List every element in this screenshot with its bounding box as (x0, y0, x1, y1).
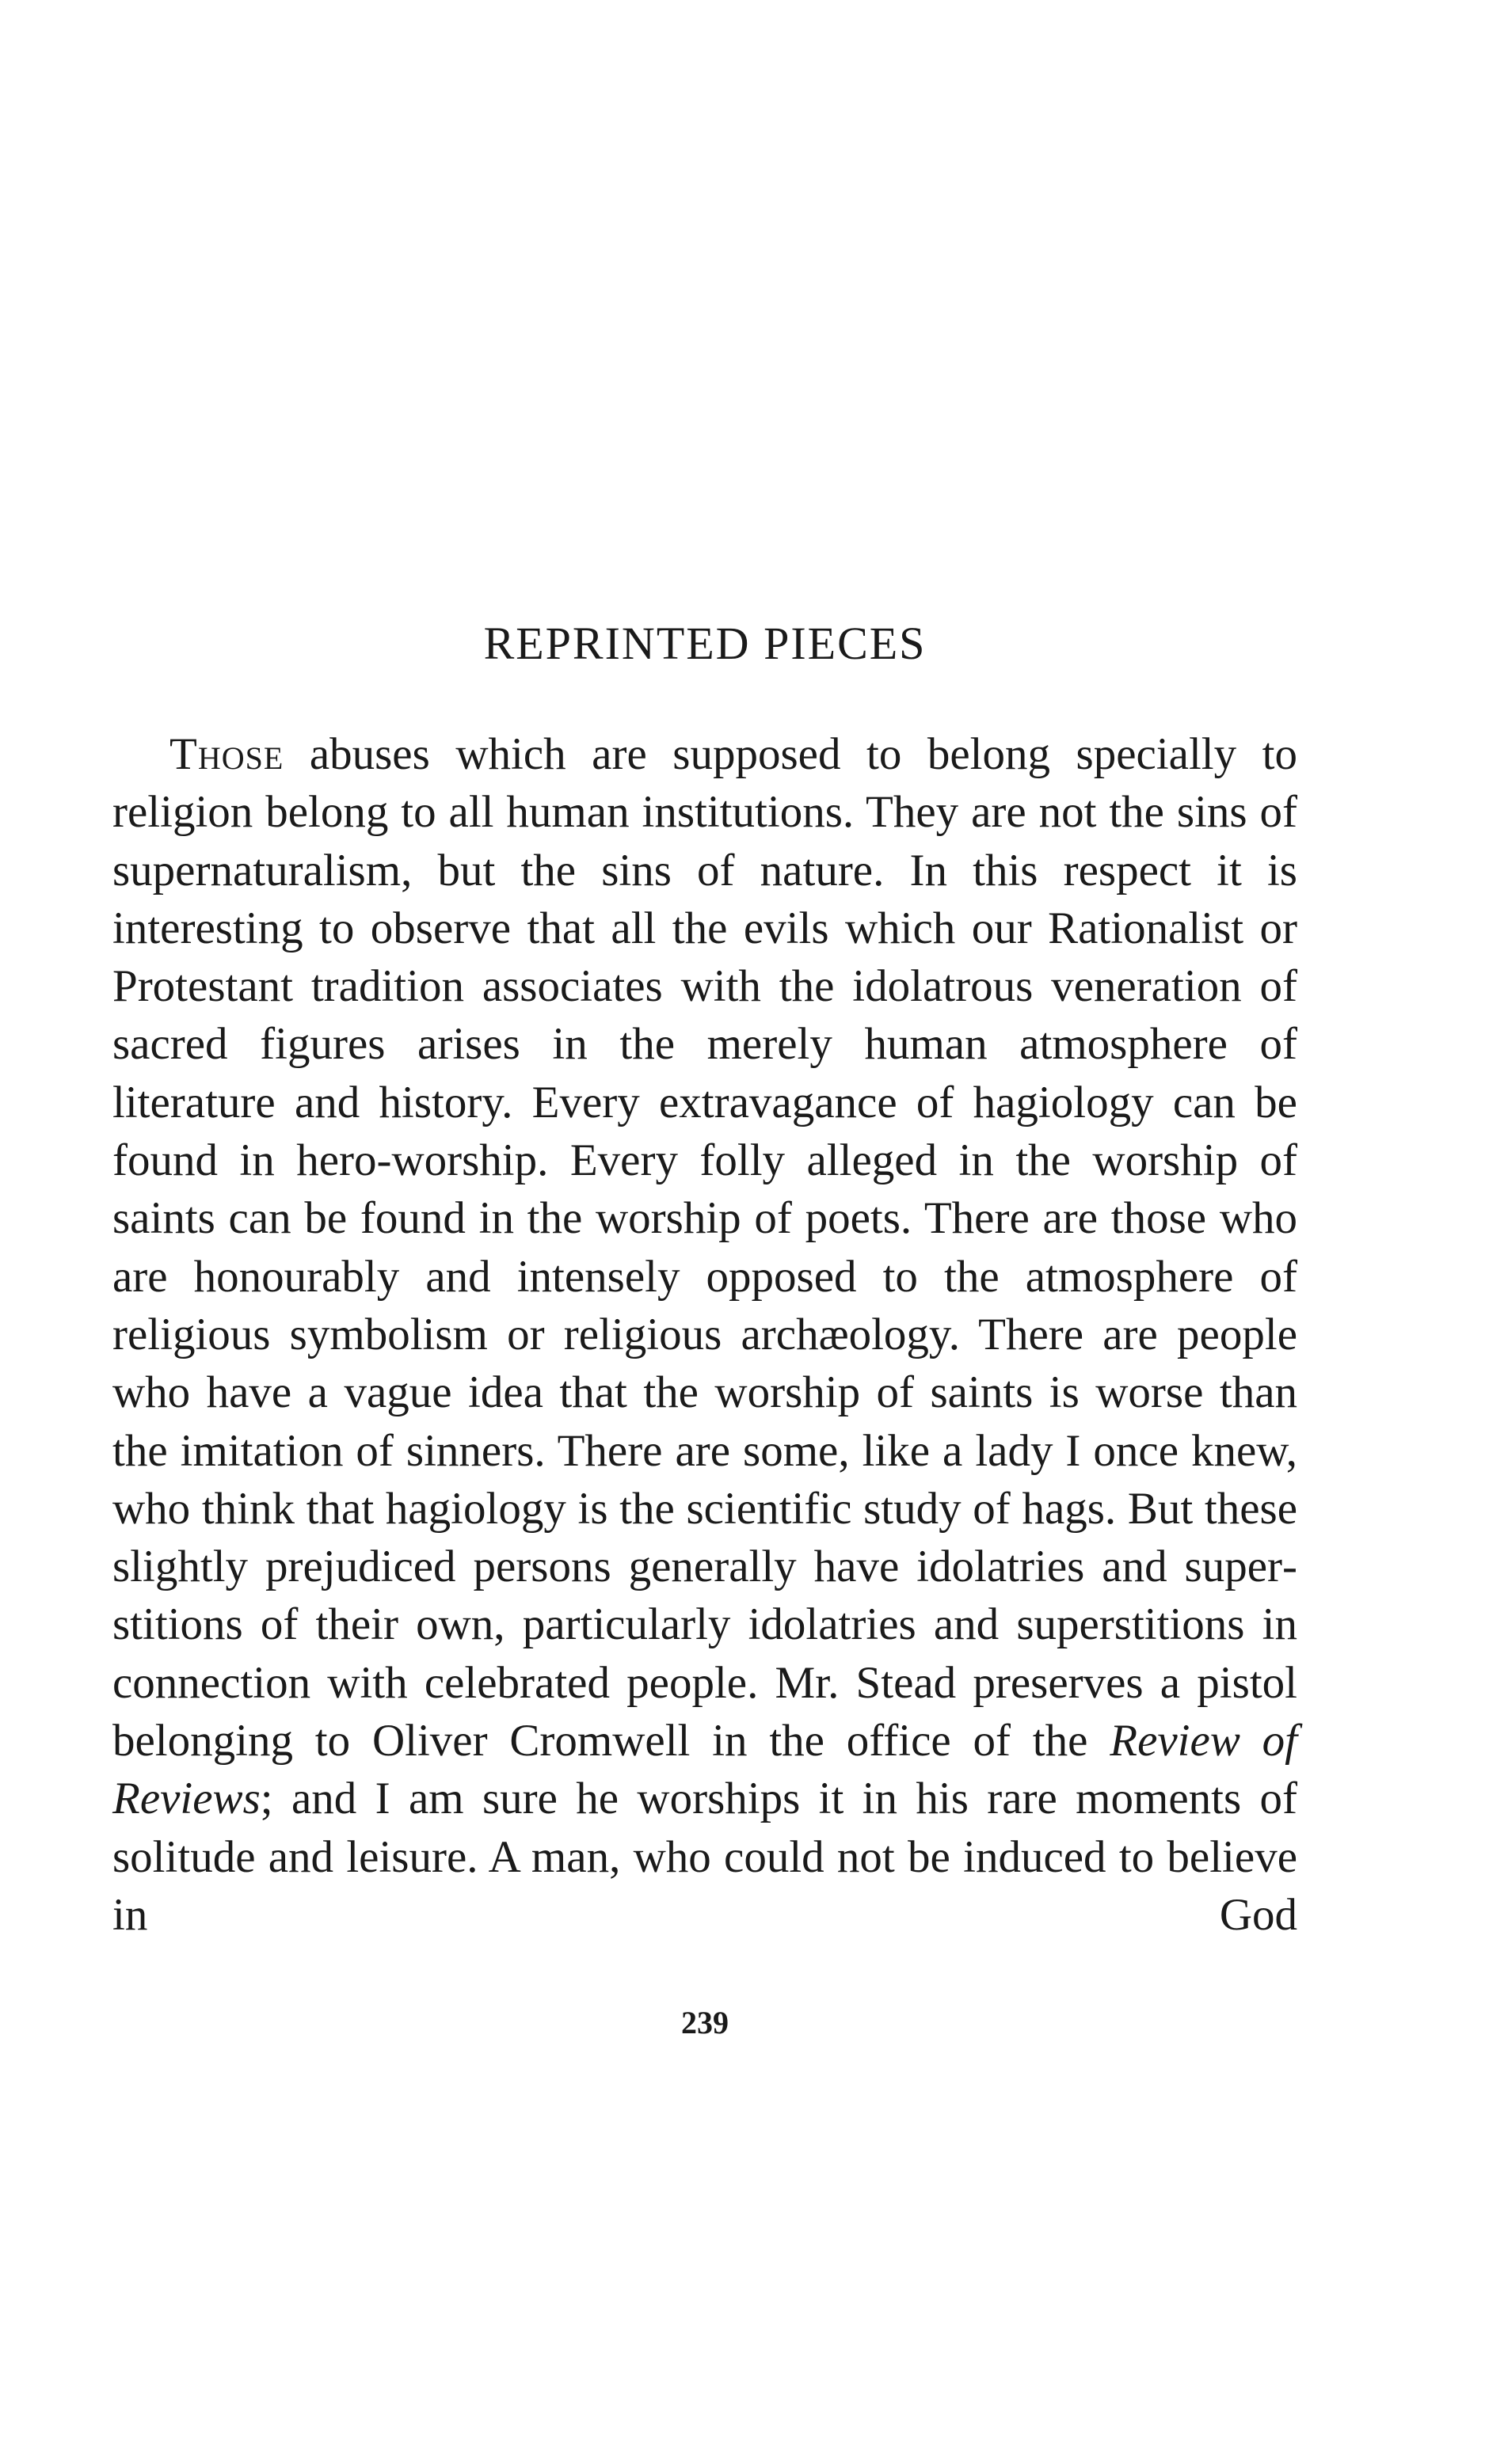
paragraph-text-part-2: ; and I am sure he worships it in his rare moments of solitude and leisure. A man, who could not be induced to believe in God (112, 1774, 1297, 1940)
lead-word-small-caps: Those (169, 729, 284, 779)
body-paragraph (112, 725, 1297, 1944)
italic-periodical-title: Review of Reviews (112, 1716, 1297, 1824)
running-head: REPRINTED PIECES (483, 618, 927, 669)
page-number: 239 (681, 2005, 729, 2040)
paragraph-text-part-1: abuses which are supposed to belong specially to religion belong to all human institutions. They are not the sins of supernaturalism, but the sins of nature. In this respect it is interesting to observe that all the evils which our Rationalist or Protestant tradition associates with the idolatrous veneration of sacred figures arises in the merely human atmosphere of literature and history. Every extravagance of hagiology can be found in hero-worship. Every folly alleged in the worship of saints can be found in the worship of poets. There are those who are honourably and intensely opposed to the atmosphere of religious symbolism or religious archæology. There are people who have a vague idea that the worship of saints is worse than the imitation of sinners. There are some, like a lady I once knew, who think that hagiology is the scientific study of hags. But these slightly prejudiced persons generally have idolatries and superstitions of their own, particularly idolatries and superstitions in connection with celebrated people. Mr. Stead preserves a pistol belonging to Oliver Cromwell in the office of the (112, 729, 1297, 1766)
